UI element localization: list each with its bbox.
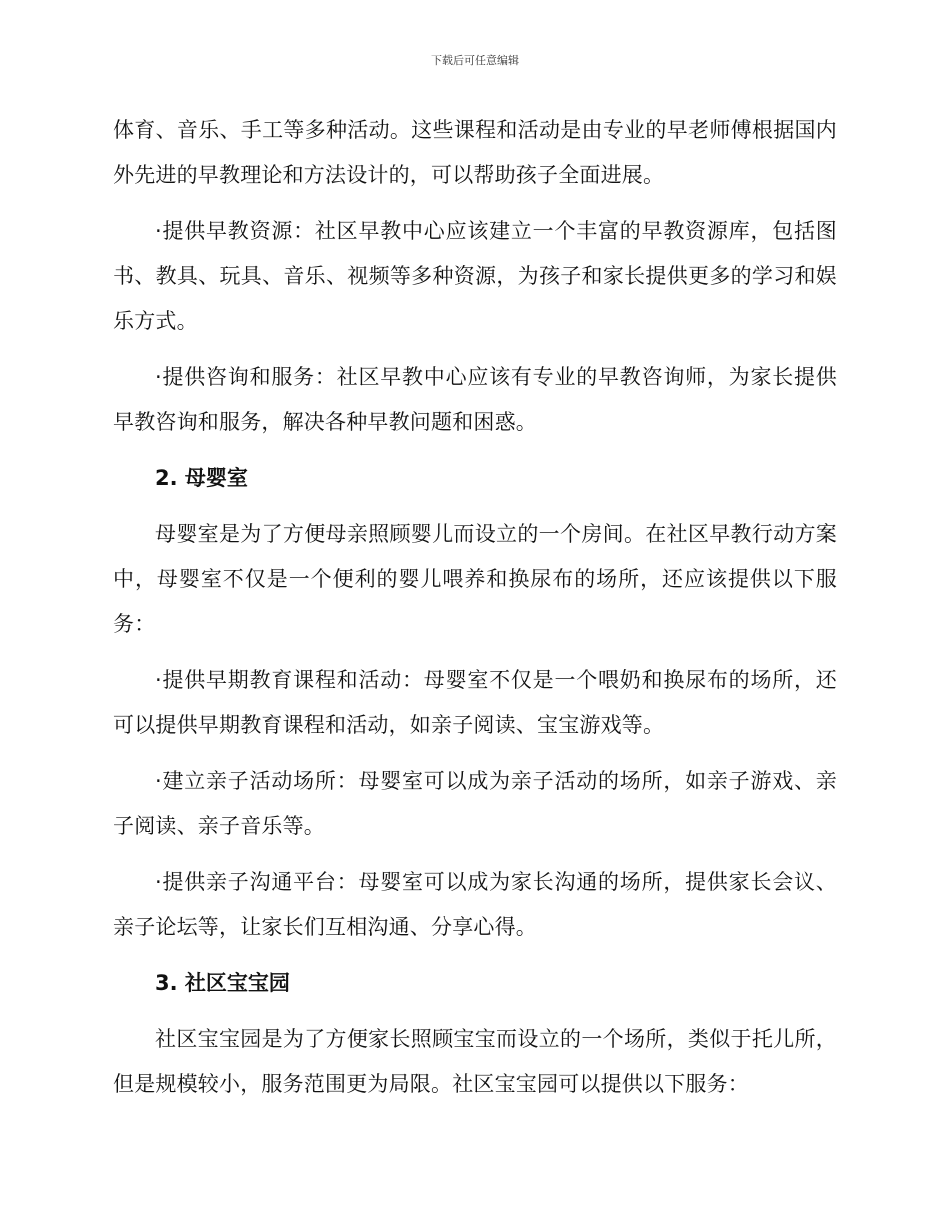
bullet-early-courses: ·提供早期教育课程和活动：母婴室不仅是一个喂奶和换尿布的场所，还可以提供早期教育课程和活动，如亲子阅读、宝宝游戏等。 bbox=[113, 668, 837, 737]
section-heading-mother-baby-room: 2. 母婴室 bbox=[155, 466, 248, 490]
bullet-consulting-services: ·提供咨询和服务：社区早教中心应该有专业的早教咨询师，为家长提供早教咨询和服务，解决各种早教问题和困惑。 bbox=[113, 365, 837, 434]
bullet-parent-communication: ·提供亲子沟通平台：母婴室可以成为家长沟通的场所，提供家长会议、亲子论坛等，让家长们互相沟通、分享心得。 bbox=[113, 870, 837, 939]
paragraph-baby-garden-intro: 社区宝宝园是为了方便家长照顾宝宝而设立的一个场所，类似于托儿所，但是规模较小，服务范围更为局限。社区宝宝园可以提供以下服务： bbox=[113, 1027, 837, 1096]
paragraph-mother-baby-room-intro: 母婴室是为了方便母亲照顾婴儿而设立的一个房间。在社区早教行动方案中，母婴室不仅是一个便利的婴儿喂养和换尿布的场所，还应该提供以下服务： bbox=[113, 522, 837, 636]
page-header: 下载后可任意编辑 bbox=[431, 54, 519, 67]
bullet-parent-child-venue: ·建立亲子活动场所：母婴室可以成为亲子活动的场所，如亲子游戏、亲子阅读、亲子音乐等。 bbox=[113, 769, 837, 838]
bullet-early-education-resources: ·提供早教资源：社区早教中心应该建立一个丰富的早教资源库，包括图书、教具、玩具、音乐、视频等多种资源，为孩子和家长提供更多的学习和娱乐方式。 bbox=[113, 219, 837, 333]
paragraph-activities: 体育、音乐、手工等多种活动。这些课程和活动是由专业的早老师傅根据国内外先进的早教理论和方法设计的，可以帮助孩子全面进展。 bbox=[113, 118, 837, 187]
section-heading-baby-garden: 3. 社区宝宝园 bbox=[155, 971, 290, 995]
document-body bbox=[113, 108, 837, 1118]
